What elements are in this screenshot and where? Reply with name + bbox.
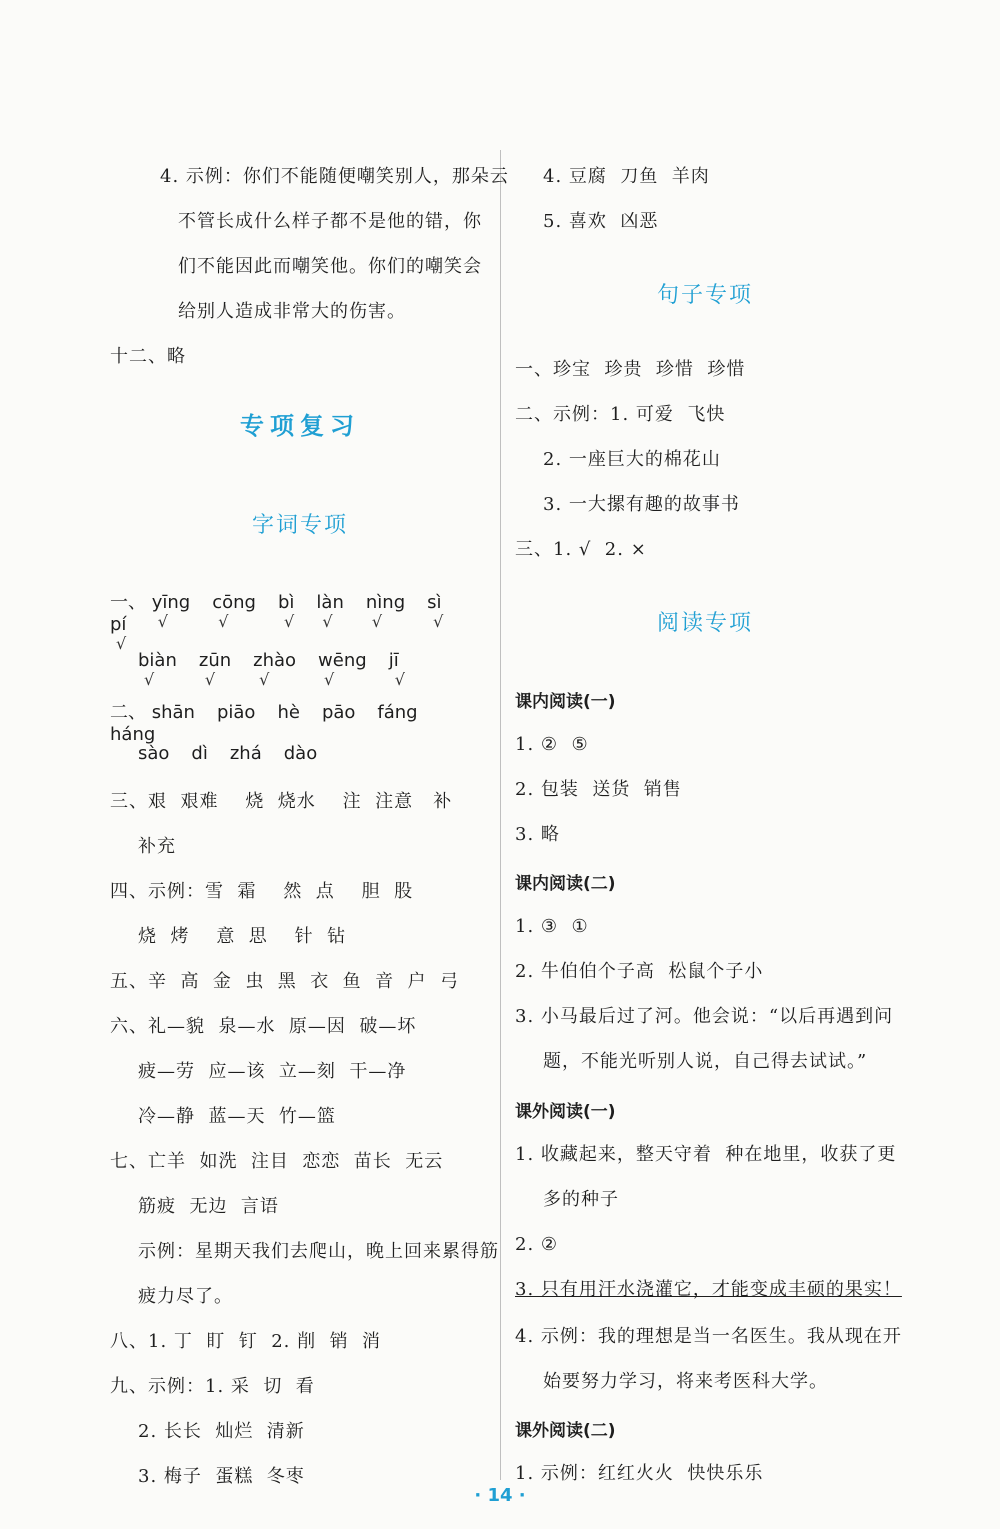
checkmark-icon: √ <box>259 670 270 689</box>
answer-line: 2. 一座巨大的棉花山 <box>543 449 721 470</box>
pinyin-syllable <box>212 592 256 631</box>
pinyin-row-4 <box>138 743 339 764</box>
answer-line: 2. ② <box>515 1234 559 1255</box>
answer-line: 1. ③ ① <box>515 916 589 937</box>
checkmark-icon: √ <box>116 634 127 653</box>
answer-line: 八、1. 丁 盯 钉 2. 削 销 消 <box>110 1331 382 1352</box>
subheading-extra-reading-1: 课外阅读(一) <box>515 1102 616 1122</box>
answer-line: 不管长成什么样子都不是他的错，你 <box>178 211 482 232</box>
pinyin-syllable <box>427 592 444 631</box>
pinyin-syllable <box>365 592 406 631</box>
answer-line: 六、礼—貌 泉—水 原—因 破—坏 <box>110 1016 417 1037</box>
checkmark-icon: √ <box>218 612 229 631</box>
answer-line: 三、1. √ 2. × <box>515 539 647 560</box>
pinyin-text: hè <box>277 702 300 723</box>
answer-line: 三、艰 艰难 烧 烧水 注 注意 补 <box>110 791 453 812</box>
pinyin-text: pāo <box>321 702 356 723</box>
pinyin-text: sì <box>427 592 442 613</box>
subheading-in-class-reading-2: 课内阅读(二) <box>515 874 616 894</box>
item-number: 一、 <box>110 592 146 613</box>
section-heading-sentences: 句子专项 <box>656 283 753 308</box>
pinyin-syllable <box>316 592 344 631</box>
pinyin-row-2 <box>138 650 421 689</box>
pinyin-text: háng <box>110 724 156 745</box>
pinyin-text: shān <box>151 702 195 723</box>
checkmark-icon: √ <box>324 670 335 689</box>
section-heading-words: 字词专项 <box>251 513 348 538</box>
answer-line: 3. 一大摞有趣的故事书 <box>543 494 740 515</box>
pinyin-syllable <box>152 702 195 723</box>
checkmark-icon: √ <box>283 612 295 631</box>
answer-line: 疲力尽了。 <box>138 1286 233 1307</box>
pinyin-syllable <box>277 592 295 631</box>
pinyin-syllable <box>388 650 405 689</box>
pinyin-syllable <box>318 650 367 689</box>
answer-line: 给别人造成非常大的伤害。 <box>178 301 406 322</box>
answer-line: 五、辛 高 金 虫 黑 衣 鱼 音 户 弓 <box>110 971 459 992</box>
answer-line: 5. 喜欢 凶恶 <box>543 211 659 232</box>
pinyin-syllable <box>110 614 127 653</box>
pinyin-text: biàn <box>138 650 177 671</box>
answer-line: 题，不能光听别人说，自己得去试试。” <box>543 1051 868 1072</box>
subheading-in-class-reading-1: 课内阅读(一) <box>515 692 616 712</box>
checkmark-icon: √ <box>144 670 155 689</box>
answer-line: 冷—静 蓝—天 竹—篮 <box>138 1106 336 1127</box>
pinyin-text: dì <box>191 743 208 764</box>
checkmark-icon: √ <box>433 612 444 631</box>
answer-line: 1. 示例：红红火火 快快乐乐 <box>515 1463 764 1484</box>
pinyin-text: piāo <box>216 702 256 723</box>
answer-line: 七、亡羊 如洗 注目 恋恋 苗长 无云 <box>110 1151 444 1172</box>
checkmark-icon: √ <box>157 612 168 631</box>
pinyin-syllable <box>191 743 207 764</box>
answer-line: 筋疲 无边 言语 <box>138 1196 279 1217</box>
pinyin-text: bì <box>277 592 295 613</box>
answer-line: 四、示例：雪 霜 然 点 胆 股 <box>110 881 414 902</box>
checkmark-icon: √ <box>394 670 405 689</box>
pinyin-syllable <box>253 650 297 689</box>
pinyin-text: jī <box>388 650 399 671</box>
pinyin-syllable <box>377 702 417 723</box>
page-number: · 14 · <box>474 1485 526 1506</box>
pinyin-syllable <box>284 743 317 764</box>
item-number: 二、 <box>110 702 146 723</box>
answer-line: 疲—劳 应—该 立—刻 干—净 <box>138 1061 407 1082</box>
answer-line-underlined: 3. 只有用汗水浇灌它，才能变成丰硕的果实！ <box>515 1279 902 1300</box>
answer-line: 3. 梅子 蛋糕 冬枣 <box>138 1466 305 1487</box>
pinyin-syllable <box>198 650 232 689</box>
pinyin-text: pí <box>110 614 127 635</box>
pinyin-text: zhá <box>229 743 262 764</box>
pinyin-text: sào <box>138 743 170 764</box>
answer-line: 4. 示例：你们不能随便嘲笑别人，那朵云 <box>160 166 509 187</box>
answer-line: 1. 收藏起来，整天守着 种在地里，收获了更 <box>515 1144 897 1165</box>
pinyin-syllable <box>230 743 262 764</box>
pinyin-text: yīng <box>151 592 191 613</box>
pinyin-text: nìng <box>365 592 406 613</box>
pinyin-syllable <box>277 702 299 723</box>
checkmark-icon: √ <box>371 612 383 631</box>
pinyin-syllable <box>322 702 355 723</box>
section-heading-special-review: 专项复习 <box>240 412 360 440</box>
answer-line: 一、珍宝 珍贵 珍惜 珍惜 <box>515 359 746 380</box>
pinyin-text: cōng <box>212 592 256 613</box>
answer-line: 九、示例：1. 采 切 看 <box>110 1376 315 1397</box>
answer-line: 二、示例：1. 可爱 飞快 <box>515 404 726 425</box>
pinyin-text: zūn <box>198 650 232 671</box>
answer-line: 们不能因此而嘲笑他。你们的嘲笑会 <box>178 256 482 277</box>
answer-line: 2. 牛伯伯个子高 松鼠个子小 <box>515 961 764 982</box>
pinyin-text: dào <box>283 743 318 764</box>
column-divider <box>500 150 501 1480</box>
pinyin-row-1 <box>110 588 490 653</box>
pinyin-syllable <box>138 650 177 689</box>
pinyin-syllable <box>110 724 155 745</box>
answer-line: 4. 豆腐 刀鱼 羊肉 <box>543 166 710 187</box>
answer-line: 4. 示例：我的理想是当一名医生。我从现在开 <box>515 1326 902 1347</box>
answer-line: 2. 包装 送货 销售 <box>515 779 682 800</box>
checkmark-icon: √ <box>204 670 216 689</box>
pinyin-text: wēng <box>318 650 367 671</box>
answer-line: 十二、略 <box>110 346 186 367</box>
checkmark-icon: √ <box>322 612 333 631</box>
answer-line: 1. ② ⑤ <box>515 734 589 755</box>
answer-line: 多的种子 <box>543 1189 619 1210</box>
answer-line: 3. 小马最后过了河。他会说：“以后再遇到问 <box>515 1006 894 1027</box>
pinyin-text: làn <box>316 592 344 613</box>
answer-line: 始要努力学习，将来考医科大学。 <box>543 1371 828 1392</box>
answer-line: 示例：星期天我们去爬山，晚上回来累得筋 <box>138 1241 499 1262</box>
answer-line: 烧 烤 意 思 针 钻 <box>138 926 347 947</box>
answer-line: 补充 <box>138 836 176 857</box>
pinyin-syllable <box>217 702 255 723</box>
pinyin-row-3 <box>110 698 490 745</box>
pinyin-text: fáng <box>377 702 418 723</box>
section-heading-reading: 阅读专项 <box>656 611 753 636</box>
pinyin-syllable <box>138 743 169 764</box>
subheading-extra-reading-2: 课外阅读(二) <box>515 1421 616 1441</box>
pinyin-text: zhào <box>253 650 297 671</box>
pinyin-syllable <box>151 592 191 631</box>
answer-line: 2. 长长 灿烂 清新 <box>138 1421 305 1442</box>
answer-line: 3. 略 <box>515 824 560 845</box>
